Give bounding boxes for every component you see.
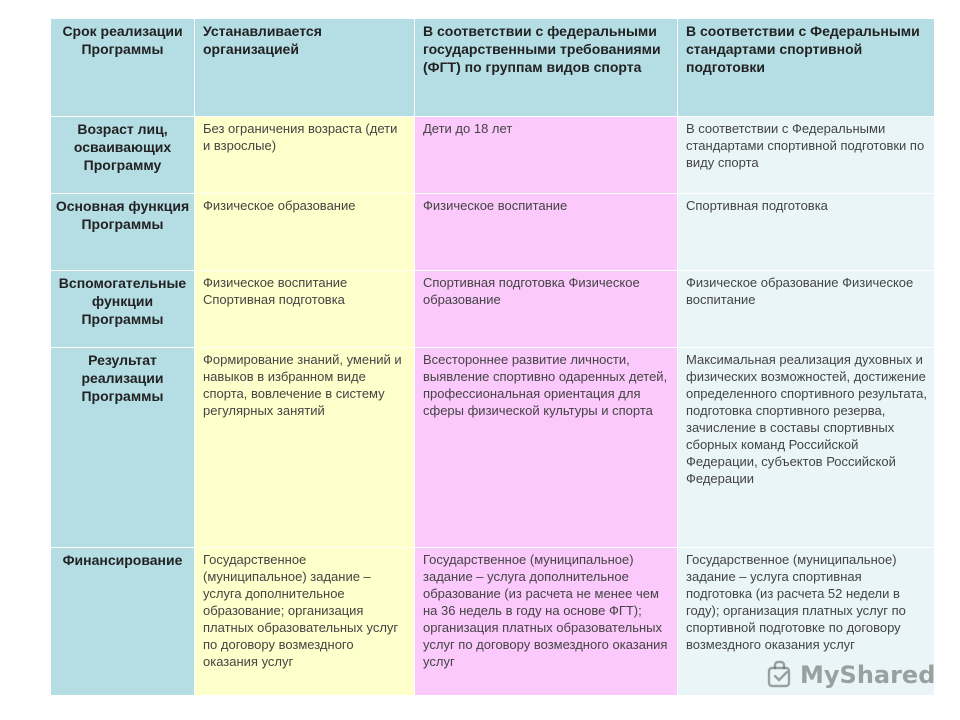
header-term: Срок реализации Программы: [51, 19, 195, 117]
table-row: [51, 117, 935, 194]
row-label-result: Результат реализации Программы: [51, 348, 195, 548]
cell-aux-functions-standards: Физическое образование Физическое воспитание: [678, 271, 935, 348]
row-label-age: Возраст лиц, осваивающих Программу: [51, 117, 195, 194]
cell-main-function-fgt: Физическое воспитание: [415, 194, 678, 271]
programs-comparison-table: [50, 18, 935, 696]
cell-financing-organization: Государственное (муниципальное) задание – услуга дополнительное образование; организация платных образовательных услуг по договору возмездного оказания услуг: [195, 548, 415, 696]
header-fgt: В соответствии с федеральными государственными требованиями (ФГТ) по группам видов спорта: [415, 19, 678, 117]
cell-financing-fgt: Государственное (муниципальное) задание – услуга дополнительное образование (из расчета не менее чем на 36 недель в году на основе ФГТ); организация платных образовательных услуг по договору возмездного оказания услуг: [415, 548, 678, 696]
table-row: [51, 348, 935, 548]
row-label-aux-functions: Вспомогательные функции Программы: [51, 271, 195, 348]
cell-financing-standards: Государственное (муниципальное) задание – услуга спортивная подготовка (из расчета 52 недели в году); организация платных услуг по спортивной подготовке по договору возмездного оказания услуг: [678, 548, 935, 696]
cell-aux-functions-organization: Физическое воспитание Спортивная подготовка: [195, 271, 415, 348]
cell-age-fgt: Дети до 18 лет: [415, 117, 678, 194]
table-header-row: [51, 19, 935, 117]
watermark-text: MyShared: [800, 661, 936, 689]
row-label-main-function: Основная функция Программы: [51, 194, 195, 271]
myshared-logo-icon: [766, 660, 796, 690]
cell-main-function-standards: Спортивная подготовка: [678, 194, 935, 271]
cell-result-standards: Максимальная реализация духовных и физических возможностей, достижение определенного спортивного результата, подготовка спортивного резерва, зачисление в составы спортивных сборных команд Российской Федерации, субъектов Российской Федерации: [678, 348, 935, 548]
table-row: [51, 271, 935, 348]
watermark: [766, 660, 935, 690]
cell-aux-functions-fgt: Спортивная подготовка Физическое образование: [415, 271, 678, 348]
header-organization: Устанавливается организацией: [195, 19, 415, 117]
header-standards: В соответствии с Федеральными стандартами спортивной подготовки: [678, 19, 935, 117]
cell-age-standards: В соответствии с Федеральными стандартами спортивной подготовки по виду спорта: [678, 117, 935, 194]
cell-main-function-organization: Физическое образование: [195, 194, 415, 271]
table-row: [51, 194, 935, 271]
cell-result-fgt: Всестороннее развитие личности, выявление спортивно одаренных детей, профессиональная ориентация для сферы физической культуры и спорта: [415, 348, 678, 548]
row-label-financing: Финансирование: [51, 548, 195, 696]
cell-result-organization: Формирование знаний, умений и навыков в избранном виде спорта, вовлечение в систему регулярных занятий: [195, 348, 415, 548]
cell-age-organization: Без ограничения возраста (дети и взрослые): [195, 117, 415, 194]
